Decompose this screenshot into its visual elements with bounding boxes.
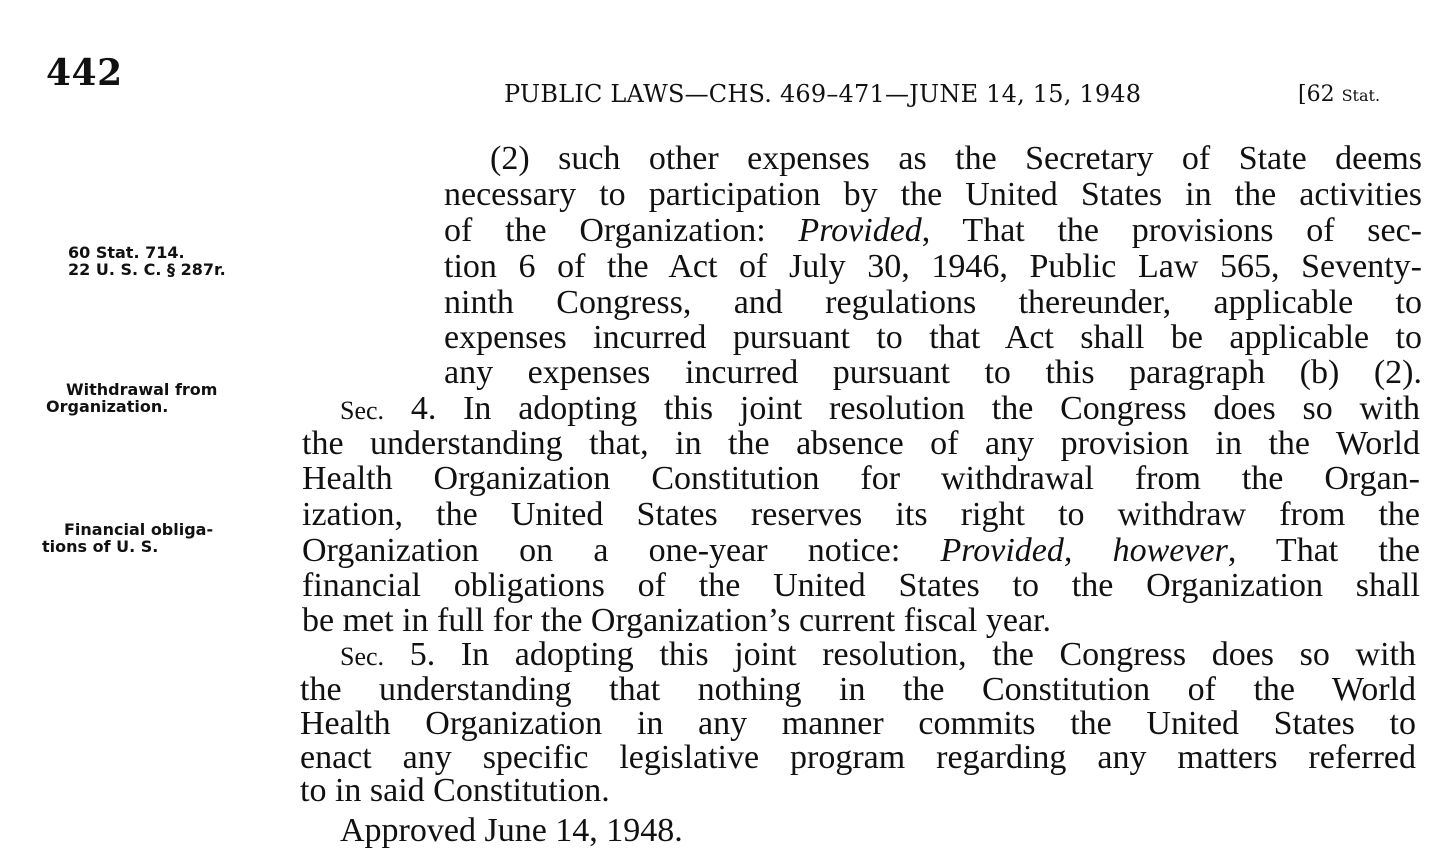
sec4-text: Organization on a one-year notice: bbox=[302, 532, 941, 569]
margin-note-stat bbox=[68, 244, 226, 278]
proviso-italic: Provided bbox=[798, 212, 922, 249]
sec4-line: Health Organization Constitution for withdrawal from the Organ- bbox=[302, 460, 1420, 497]
margin-note-withdrawal bbox=[46, 381, 217, 415]
margin-note-line: Organization. bbox=[46, 397, 169, 416]
volume-suffix: Stat. bbox=[1341, 86, 1381, 105]
para2-line: tion 6 of the Act of July 30, 1946, Public Law 565, Seventy- bbox=[444, 248, 1422, 285]
sec5-line: Health Organization in any manner commits the United States to bbox=[300, 705, 1416, 742]
section-mark: Sec. bbox=[340, 642, 385, 671]
para2-line bbox=[444, 214, 1422, 248]
sec4-line: financial obligations of the United States to the Organization shall bbox=[302, 567, 1420, 604]
para2-text: of the Organization: bbox=[444, 212, 799, 249]
margin-note-line: 60 Stat. 714. bbox=[68, 243, 185, 262]
para2-line: necessary to participation by the United States in the activities bbox=[444, 176, 1422, 213]
sec4-line bbox=[302, 534, 1420, 568]
page-number: 442 bbox=[46, 52, 123, 94]
margin-note-line: tions of U. S. bbox=[42, 537, 159, 556]
para2-text: , That the provisions of sec- bbox=[921, 212, 1422, 249]
sec4-text: , That the bbox=[1227, 532, 1420, 569]
margin-note-line: Financial obliga- bbox=[64, 520, 214, 539]
sec4-line: the understanding that, in the absence of any provision in the World bbox=[302, 425, 1420, 462]
margin-note-line: Withdrawal from bbox=[66, 380, 218, 399]
proviso-italic: Provided, however bbox=[940, 532, 1228, 569]
sec5-text: 5. In adopting this joint resolution, the Congress does so with bbox=[384, 636, 1416, 673]
sec4-text: 4. In adopting this joint resolution the Congress does so with bbox=[384, 390, 1420, 427]
margin-note-line: 22 U. S. C. § 287r. bbox=[68, 260, 226, 279]
sec4-line: ization, the United States reserves its right to withdraw from the bbox=[302, 496, 1420, 533]
sec5-line: the understanding that nothing in the Constitution of the World bbox=[300, 671, 1416, 708]
para2-line: ninth Congress, and regulations thereunder, applicable to bbox=[444, 284, 1422, 321]
sec4-line: be met in full for the Organization’s current fiscal year. bbox=[302, 602, 1051, 639]
sec4-line bbox=[340, 392, 1420, 428]
sec5-line: to in said Constitution. bbox=[300, 772, 610, 809]
section-mark: Sec. bbox=[340, 396, 385, 425]
sec5-line bbox=[340, 638, 1416, 674]
para2-line: expenses incurred pursuant to that Act shall be applicable to bbox=[444, 319, 1422, 356]
volume-prefix: [62 bbox=[1298, 82, 1342, 107]
para2-line: any expenses incurred pursuant to this paragraph (b) (2). bbox=[444, 354, 1422, 391]
running-head: PUBLIC LAWS—CHS. 469–471—JUNE 14, 15, 1948 bbox=[504, 80, 1142, 108]
margin-note-financial bbox=[42, 521, 213, 555]
sec5-line: enact any specific legislative program regarding any matters referred bbox=[300, 739, 1416, 776]
para2-line: (2) such other expenses as the Secretary of State deems bbox=[490, 140, 1422, 177]
approval-date: Approved June 14, 1948. bbox=[340, 812, 683, 849]
volume-reference bbox=[1298, 82, 1380, 107]
